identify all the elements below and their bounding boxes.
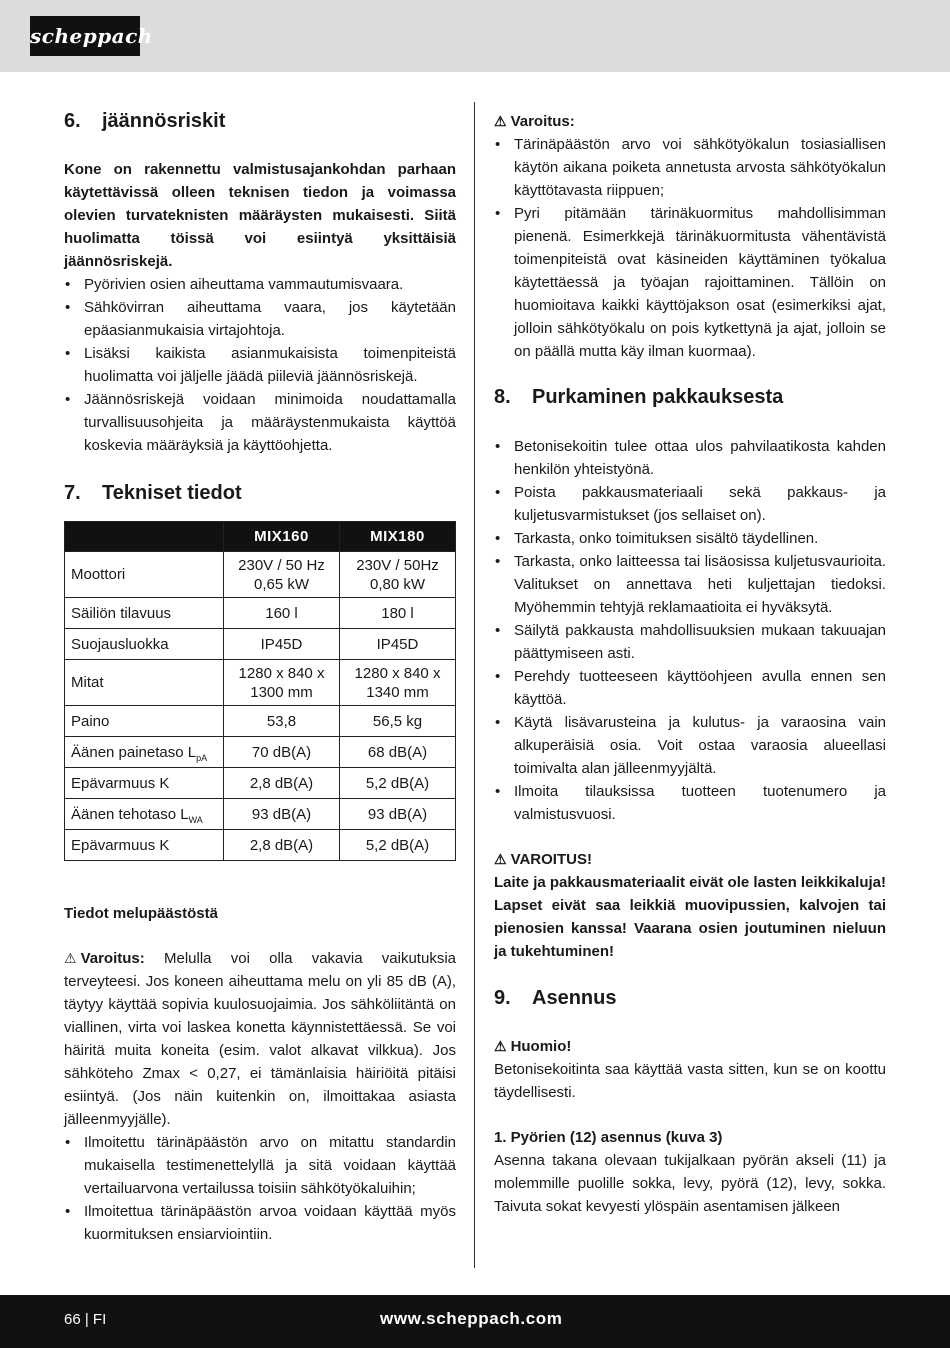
cell-mix180: 68 dB(A) (340, 737, 456, 768)
right-column (494, 110, 886, 1218)
warning-label: Varoitus: (80, 950, 145, 967)
step-1-text: Asenna takana olevaan tukijalkaan pyörän akseli (11) ja molemmille puolille sokka, levy, pyörä (12), levy, sokka. Taivuta sokat kevyesti ylöspäin asentamisen jälkeen (494, 1152, 886, 1215)
scheppach-logo: scheppach (30, 16, 140, 56)
list-item: • Pyri pitämään tärinäkuormitus mahdollisimman pienenä. Esimerkkejä tärinäkuormitusta vähentävistä toimenpiteistä ovat käsineiden käyttäminen työkalua käytettäessä ja työajan rajoittaminen. Tällöin on huomioitava kaikki käyttöjakson osat (esimerkiksi ajat, jolloin sähkötyökalu on pois kytkettynä ja ajat, jolloin se on päällä mutta käy ilman kuormaa). (494, 202, 886, 363)
residual-risk-intro: Kone on rakennettu valmistusajankohdan parhaan käytettävissä olleen teknisen tiedon ja voimassa olevien turvateknisten määräysten mukaisesti. Siitä huolimatta töissä voi esiintyä yksittäisiä jäännösriskejä. (64, 161, 456, 270)
section-number: 9. (494, 987, 511, 1009)
label-subscript: pA (196, 752, 208, 763)
list-item: • Tarkasta, onko laitteessa tai lisäosissa kuljetusvaurioita. Valitukset on annettava heti kuljettajan tiedoksi. Myöhemmin tehtyjä reklamaatioita ei hyväksytä. (494, 550, 886, 619)
cell-mix180: IP45D (340, 629, 456, 660)
page-number: 66 | FI (64, 1311, 107, 1328)
website-link[interactable]: www.scheppach.com (380, 1309, 563, 1328)
cell-mix180: 180 l (340, 598, 456, 629)
row-label (65, 799, 224, 830)
label-text: Äänen tehotaso L (71, 805, 189, 823)
header-band (0, 0, 950, 72)
child-warning-text: Laite ja pakkausmateriaalit eivät ole lasten leikkikaluja! Lapset eivät saa leikkiä muovipussien, kalvojen tai pienosien kanssa! Vaarana osien joutuminen nieluun ja tukehtuminen! (494, 874, 886, 960)
list-item: • Perehdy tuotteeseen käyttöohjeen avulla ennen sen käyttöä. (494, 665, 886, 711)
section-number: 7. (64, 482, 81, 504)
cell-line: 1280 x 840 x (238, 664, 325, 682)
table-row (65, 768, 456, 799)
table-header-mix160: MIX160 (224, 522, 340, 552)
cell-line: 1280 x 840 x (354, 664, 441, 682)
section-number: 6. (64, 110, 81, 132)
warning-text: Melulla voi olla vakavia vaikutuksia terveyteesi. Jos koneen aiheuttama melu on yli 85 dB (A), täytyy käyttää sopivia kuulosuojaimia. Jos sähköliitäntä on viallinen, virta voi laskea konetta käynnistettäessä. Se voi häiritä muita koneita (esim. valot alkavat vilkkua). Jos sähköteho Zmax < 0,27, ei tämänlaisia häiriöitä pitäisi esiintyä. (Jos näin kuitenkin on, ilmoittakaa asiasta jälleenmyyjälle). (64, 950, 456, 1128)
cell-mix180 (340, 660, 456, 706)
vibration-warning-heading (494, 110, 886, 133)
list-item: • Tarkasta, onko toimituksen sisältö täydellinen. (494, 527, 886, 550)
step-1-heading: 1. Pyörien (12) asennus (kuva 3) (494, 1129, 723, 1146)
row-label: Moottori (65, 552, 224, 598)
row-label (65, 737, 224, 768)
noise-warning (64, 947, 456, 1131)
table-header-empty (65, 522, 224, 552)
cell-line: 230V / 50Hz (356, 556, 439, 574)
table-row (65, 799, 456, 830)
section-title: Purkaminen pakkauksesta (532, 386, 784, 408)
list-item: • Käytä lisävarusteina ja kulutus- ja varaosina vain alkuperäisiä osia. Voit ostaa varaosia alueellasi toimivalta alan jälleenmyyjältä. (494, 711, 886, 780)
cell-mix160: 53,8 (224, 706, 340, 737)
column-divider (474, 102, 475, 1268)
left-column (64, 104, 456, 508)
warning-label: Varoitus: (510, 113, 575, 130)
section-8-heading (494, 382, 886, 412)
cell-mix180: 56,5 kg (340, 706, 456, 737)
row-label: Säiliön tilavuus (65, 598, 224, 629)
cell-mix180: 5,2 dB(A) (340, 830, 456, 861)
footer-band (0, 1295, 950, 1348)
note-text: Betonisekoitinta saa käyttää vasta sitten, kun se on koottu täydellisesti. (494, 1061, 886, 1101)
note-label: Huomio! (510, 1038, 572, 1055)
vibration-list (494, 133, 886, 363)
cell-line: 0,65 kW (253, 575, 310, 593)
noise-heading: Tiedot melupäästöstä (64, 905, 218, 922)
warning-triangle-icon: ⚠ (494, 1038, 507, 1054)
list-item: • Poista pakkausmateriaali sekä pakkaus- ja kuljetusvarmistukset (jos sellaiset on). (494, 481, 886, 527)
table-header-row (65, 522, 456, 552)
row-label: Epävarmuus K (65, 768, 224, 799)
cell-mix160 (224, 660, 340, 706)
section-title: Asennus (532, 987, 617, 1009)
list-item: • Jäännösriskejä voidaan minimoida noudattamalla turvallisuusohjeita ja määräystenmukaista käyttöä koskevia määräyksiä ja käyttöohjetta. (64, 388, 456, 457)
list-item: • Lisäksi kaikista asianmukaisista toimenpiteistä huolimatta voi jäljelle jäädä piileviä jäännösriskejä. (64, 342, 456, 388)
list-item: • Ilmoitettua tärinäpäästön arvoa voidaan käyttää myös kuormituksen ensiarviointiin. (64, 1200, 456, 1246)
warning-label: VAROITUS! (510, 851, 592, 868)
row-label: Suojausluokka (65, 629, 224, 660)
warning-triangle-icon: ⚠ (64, 950, 77, 966)
list-item: • Sähkövirran aiheuttama vaara, jos käytetään epäasianmukaisia virtajohtoja. (64, 296, 456, 342)
noise-list (64, 1131, 456, 1246)
list-item: • Betonisekoitin tulee ottaa ulos pahvilaatikosta kahden henkilön yhteistyönä. (494, 435, 886, 481)
cell-mix160: 70 dB(A) (224, 737, 340, 768)
table-row (65, 737, 456, 768)
note-heading (494, 1035, 886, 1058)
child-warning-heading (494, 848, 886, 871)
table-row (65, 598, 456, 629)
section-number: 8. (494, 386, 511, 408)
unpacking-list (494, 435, 886, 826)
list-item: • Pyörivien osien aiheuttama vammautumisvaara. (64, 273, 456, 296)
cell-mix160: 2,8 dB(A) (224, 830, 340, 861)
list-item: • Säilytä pakkausta mahdollisuuksien mukaan takuuajan päättymiseen asti. (494, 619, 886, 665)
label-subscript: WA (188, 814, 203, 825)
left-column-lower (64, 902, 456, 1246)
cell-mix180: 93 dB(A) (340, 799, 456, 830)
table-row (65, 660, 456, 706)
list-item: • Tärinäpäästön arvo voi sähkötyökalun tosiasiallisen käytön aikana poiketa annetusta arvosta sähkötyökalun käyttötavasta riippuen; (494, 133, 886, 202)
cell-line: 230V / 50 Hz (238, 556, 325, 574)
table-row (65, 552, 456, 598)
section-6-heading (64, 106, 456, 136)
warning-triangle-icon: ⚠ (494, 113, 507, 129)
row-label: Mitat (65, 660, 224, 706)
cell-mix160 (224, 552, 340, 598)
list-item: • Ilmoita tilauksissa tuotteen tuotenumero ja valmistusvuosi. (494, 780, 886, 826)
cell-mix160: 160 l (224, 598, 340, 629)
cell-mix180 (340, 552, 456, 598)
cell-mix160: 93 dB(A) (224, 799, 340, 830)
cell-mix180: 5,2 dB(A) (340, 768, 456, 799)
section-title: Tekniset tiedot (102, 482, 242, 504)
row-label: Epävarmuus K (65, 830, 224, 861)
cell-line: 1340 mm (366, 683, 429, 701)
cell-line: 1300 mm (250, 683, 313, 701)
table-row (65, 706, 456, 737)
section-title: jäännösriskit (102, 110, 226, 132)
cell-line: 0,80 kW (369, 575, 426, 593)
residual-risk-list (64, 273, 456, 457)
cell-mix160: 2,8 dB(A) (224, 768, 340, 799)
list-item: • Ilmoitettu tärinäpäästön arvo on mitattu standardin mukaisella testimenettelyllä ja sitä voidaan käyttää vertailuarvona vertailussa toisiin sähkötyökaluihin; (64, 1131, 456, 1200)
warning-triangle-icon: ⚠ (494, 851, 507, 867)
section-7-heading (64, 478, 456, 508)
section-9-heading (494, 983, 886, 1013)
row-label: Paino (65, 706, 224, 737)
label-text: Äänen painetaso L (71, 743, 197, 761)
table-header-mix180: MIX180 (340, 522, 456, 552)
table-row (65, 629, 456, 660)
technical-data-table (64, 521, 456, 861)
table-row (65, 830, 456, 861)
cell-mix160: IP45D (224, 629, 340, 660)
